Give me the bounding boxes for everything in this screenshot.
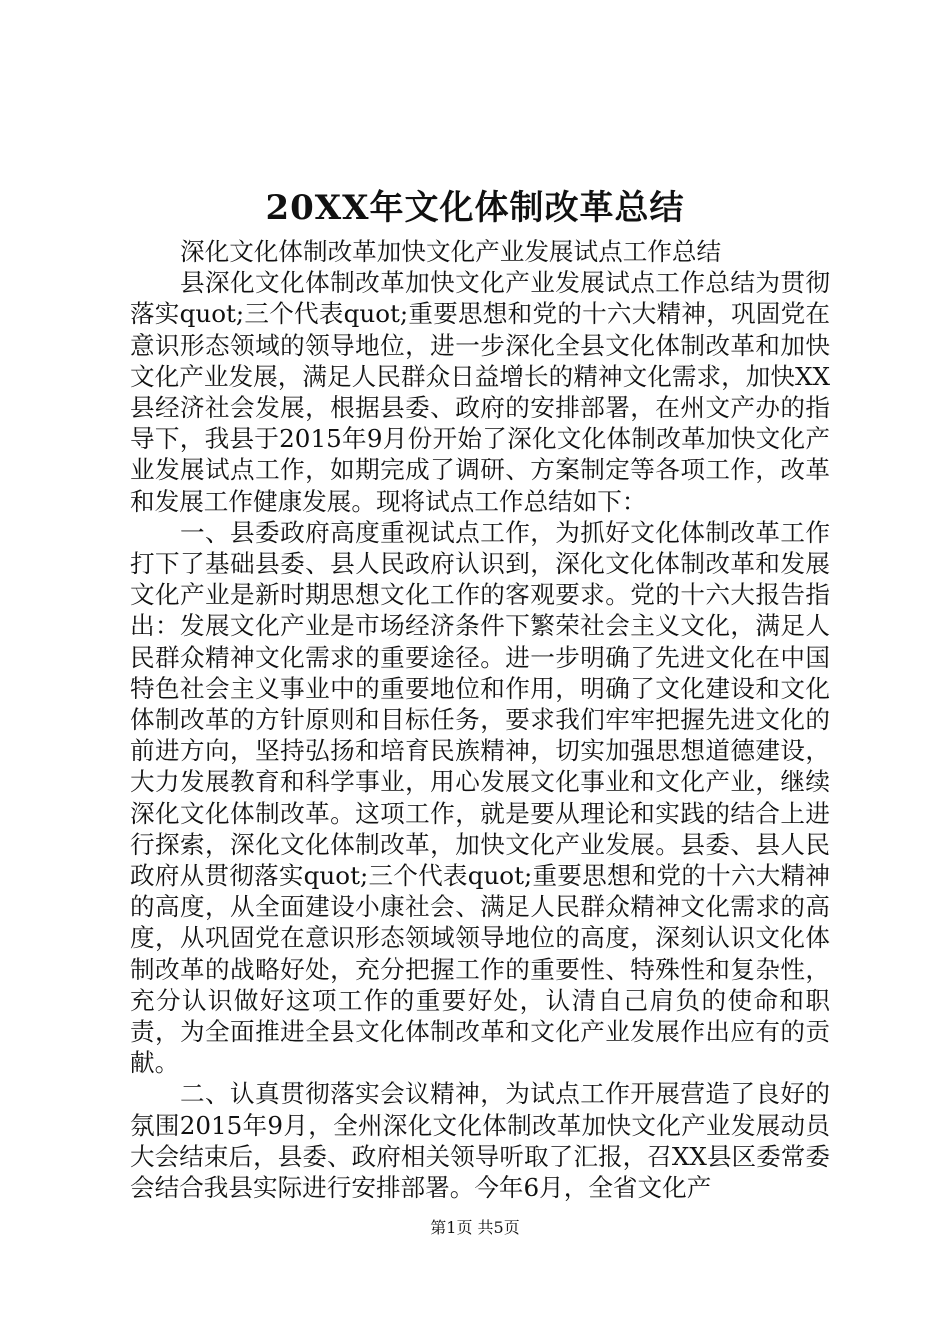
paragraph-section-one: 一、县委政府高度重视试点工作，为抓好文化体制改革工作打下了基础县委、县人民政府认识到，深化文化体制改革和发展文化产业是新时期思想文化工作的客观要求。党的十六大报告指出：发展文化产业是市场经济条件下繁荣社会主义文化，满足人民群众精神文化需求的重要途径。进一步明确了先进文化在中国特色社会主义事业中的重要地位和作用，明确了文化建设和文化体制改革的方针原则和目标任务，要求我们牢牢把握先进文化的前进方向，坚持弘扬和培育民族精神，切实加强思想道德建设，大力发展教育和科学事业，用心发展文化事业和文化产业，继续深化文化体制改革。这项工作，就是要从理论和实践的结合上进行探索，深化文化体制改革，加快文化产业发展。县委、县人民政府从贯彻落实quot;三个代表quot;重要思想和党的十六大精神的高度，从全面建设小康社会、满足人民群众精神文化需求的高度，从巩固党在意识形态领域领导地位的高度，深刻认识文化体制改革的战略好处，充分把握工作的重要性、特殊性和复杂性，充分认识做好这项工作的重要好处，认清自己肩负的使命和职责，为全面推进全县文化体制改革和文化产业发展作出应有的贡献。: [130, 517, 830, 1078]
document-title: 20XX年文化体制改革总结: [265, 188, 685, 228]
paragraph-subtitle: 深化文化体制改革加快文化产业发展试点工作总结: [180, 237, 722, 266]
document-body: [130, 236, 830, 1203]
paragraph-section-two: 二、认真贯彻落实会议精神，为试点工作开展营造了良好的氛围2015年9月，全州深化文化体制改革加快文化产业发展动员大会结束后，县委、政府相关领导听取了汇报，召XX县区委常委会结合我县实际进行安排部署。今年6月，全省文化产: [130, 1079, 830, 1203]
paragraph-intro: 县深化文化体制改革加快文化产业发展试点工作总结为贯彻落实quot;三个代表quot;重要思想和党的十六大精神，巩固党在意识形态领域的领导地位，进一步深化全县文化体制改革和加快文化产业发展，满足人民群众日益增长的精神文化需求，加快XX县经济社会发展，根据县委、政府的安排部署，在州文产办的指导下，我县于2015年9月份开始了深化文化体制改革加快文化产业发展试点工作，如期完成了调研、方案制定等各项工作，改革和发展工作健康发展。现将试点工作总结如下：: [130, 268, 830, 516]
page-number-footer: 第1页 共5页: [430, 1218, 520, 1237]
